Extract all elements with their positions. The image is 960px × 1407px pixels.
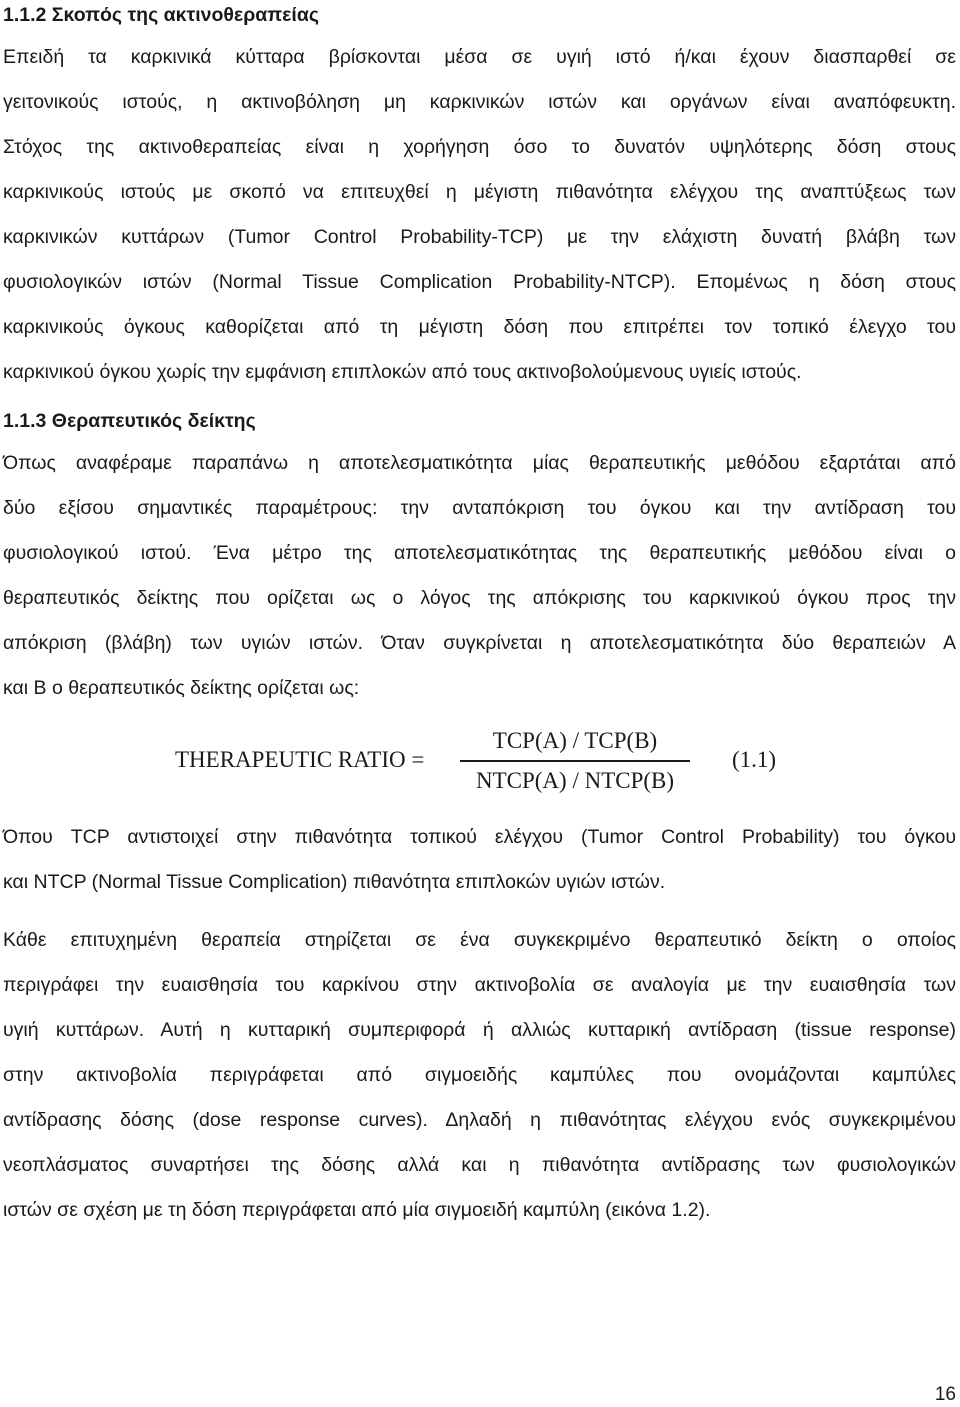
paragraph-line: θεραπευτικός δείκτης που ορίζεται ως ο λόγος της απόκρισης του καρκινικού όγκου προς την	[3, 587, 956, 609]
paragraph-line: καρκινικούς ιστούς με σκοπό να επιτευχθεί η μέγιστη πιθανότητα ελέγχου της αναπτύξεως των	[3, 181, 956, 203]
equation-fraction	[460, 724, 690, 798]
equation-number: (1.1)	[732, 747, 777, 772]
paragraph-line: περιγράφει την ευαισθησία του καρκίνου στην ακτινοβολία σε αναλογία με την ευαισθησία των	[3, 974, 956, 996]
paragraph-line: δύο εξίσου σημαντικές παραμέτρους: την ανταπόκριση του όγκου και την αντίδραση του	[3, 497, 956, 519]
section-heading-1-1-2: 1.1.2 Σκοπός της ακτινοθεραπείας	[3, 4, 319, 26]
paragraph-line: νεοπλάσματος συναρτήσει της δόσης αλλά και η πιθανότητα αντίδρασης των φυσιολογικών	[3, 1154, 956, 1176]
paragraph-line: φυσιολογικών ιστών (Normal Tissue Complication Probability-NTCP). Επομένως η δόση στους	[3, 271, 956, 293]
paragraph-line: γειτονικούς ιστούς, η ακτινοβόληση μη καρκινικών ιστών και οργάνων είναι αναπόφευκτη.	[3, 91, 956, 113]
paragraph-line: Στόχος της ακτινοθεραπείας είναι η χορήγηση όσο το δυνατόν υψηλότερης δόση στους	[3, 136, 956, 158]
paragraph-dose-response	[3, 918, 956, 1233]
paragraph-therapeutic-index	[3, 441, 956, 711]
paragraph-line: Επειδή τα καρκινικά κύτταρα βρίσκονται μέσα σε υγιή ιστό ή/και έχουν διασπαρθεί σε	[3, 46, 956, 68]
page-number: 16	[934, 1384, 956, 1405]
paragraph-line: ιστών σε σχέση με τη δόση περιγράφεται από μία σιγμοειδή καμπύλη (εικόνα 1.2).	[3, 1199, 711, 1221]
therapeutic-ratio-equation	[175, 724, 795, 804]
paragraph-line: Κάθε επιτυχημένη θεραπεία στηρίζεται σε ένα συγκεκριμένο θεραπευτικό δείκτη ο οποίος	[3, 929, 956, 951]
paragraph-line: καρκινικούς όγκους καθορίζεται από τη μέγιστη δόση που επιτρέπει τον τοπικό έλεγχο του	[3, 316, 956, 338]
paragraph-line: Όπως αναφέραμε παραπάνω η αποτελεσματικότητα μίας θεραπευτικής μεθόδου εξαρτάται από	[3, 452, 956, 474]
paragraph-line: Όπου TCP αντιστοιχεί στην πιθανότητα τοπικού ελέγχου (Tumor Control Probability) του όγκου	[3, 826, 956, 848]
fraction-bar	[460, 760, 690, 762]
equation-numerator: TCP(A) / TCP(B)	[492, 728, 658, 753]
paragraph-line: απόκριση (βλάβη) των υγιών ιστών. Όταν συγκρίνεται η αποτελεσματικότητα δύο θεραπειών Α	[3, 632, 956, 654]
paragraph-line: καρκινικών κυττάρων (Tumor Control Probability-TCP) με την ελάχιστη δυνατή βλάβη των	[3, 226, 956, 248]
paragraph-purpose	[3, 35, 956, 395]
paragraph-line: και Β ο θεραπευτικός δείκτης ορίζεται ως:	[3, 677, 360, 699]
equation-lhs: THERAPEUTIC RATIO =	[175, 747, 425, 772]
paragraph-line: υγιή κυττάρων. Αυτή η κυτταρική συμπεριφορά ή αλλιώς κυτταρική αντίδραση (tissue response)	[3, 1019, 956, 1041]
paragraph-line: φυσιολογικού ιστού. Ένα μέτρο της αποτελεσματικότητας της θεραπευτικής μεθόδου είναι ο	[3, 542, 956, 564]
paragraph-tcp-definition	[3, 815, 956, 905]
paragraph-line: αντίδρασης δόσης (dose response curves). Δηλαδή η πιθανότητας ελέγχου ενός συγκεκριμένου	[3, 1109, 956, 1131]
equation-denominator: NTCP(A) / NTCP(B)	[475, 768, 675, 793]
paragraph-line: καρκινικού όγκου χωρίς την εμφάνιση επιπλοκών από τους ακτινοβολούμενους υγιείς ιστούς.	[3, 361, 802, 383]
paragraph-line: και NTCP (Normal Tissue Complication) πιθανότητα επιπλοκών υγιών ιστών.	[3, 871, 666, 893]
section-heading-1-1-3: 1.1.3 Θεραπευτικός δείκτης	[3, 410, 256, 432]
paragraph-line: στην ακτινοβολία περιγράφεται από σιγμοειδής καμπύλες που ονομάζονται καμπύλες	[3, 1064, 956, 1086]
